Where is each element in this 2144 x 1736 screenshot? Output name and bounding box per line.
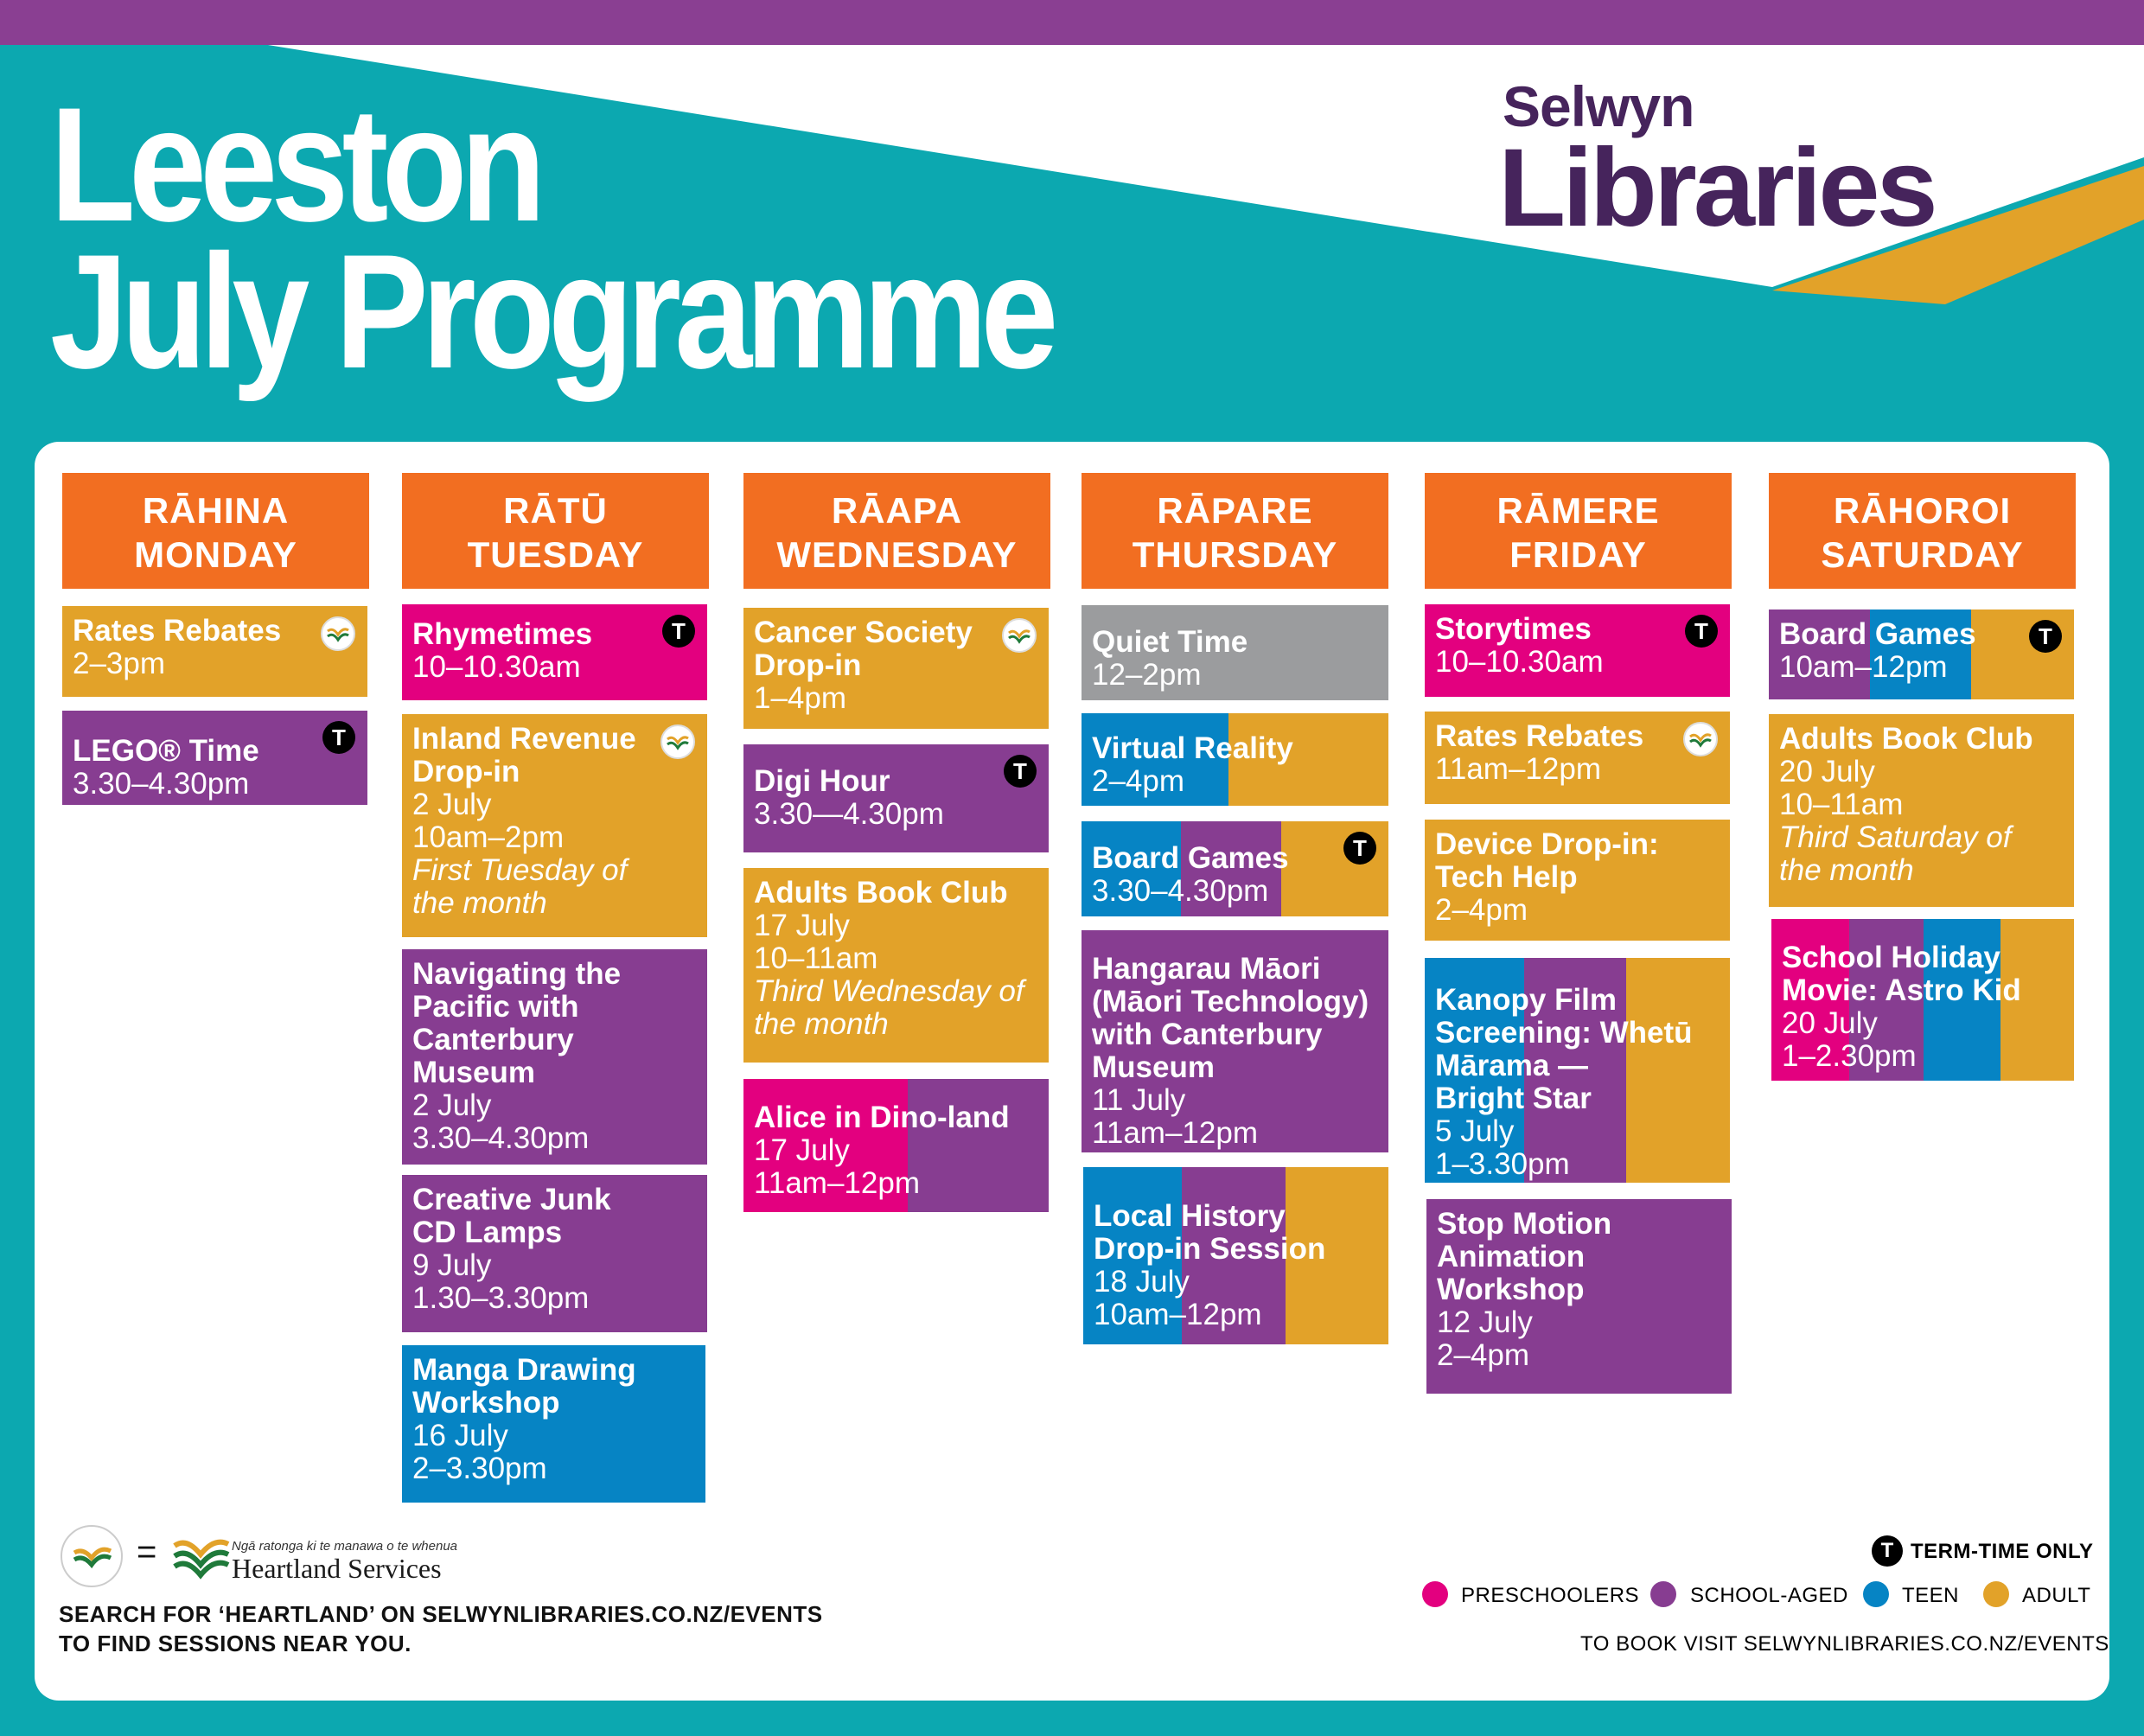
- event-note: Third Wednesday of: [754, 974, 1024, 1008]
- day-header-tuesday: [402, 473, 709, 589]
- day-column-friday: [1425, 473, 1732, 589]
- event-name: Drop-in Session: [1094, 1232, 1326, 1266]
- event-name: Stop Motion: [1437, 1207, 1612, 1241]
- event-time: 2–4pm: [1092, 764, 1185, 798]
- school-aged-dot-icon: [1650, 1581, 1676, 1607]
- event-name: Kanopy Film: [1435, 983, 1618, 1017]
- event-note: Third Saturday of: [1779, 820, 2012, 854]
- page-title: [50, 73, 1052, 402]
- event-time: 3.30–4.30pm: [73, 767, 250, 801]
- event-card[interactable]: [62, 711, 367, 805]
- heartland-tagline: Ngā ratonga ki te manawa o te whenua: [232, 1539, 457, 1554]
- day-header-wednesday: [743, 473, 1050, 589]
- event-date: 18 July: [1094, 1265, 1190, 1299]
- day-maori-name: RĀAPA: [831, 490, 963, 531]
- event-card[interactable]: [1082, 821, 1388, 916]
- event-name: Virtual Reality: [1092, 731, 1293, 765]
- legend-teen: TEEN: [1902, 1584, 1960, 1607]
- day-header-saturday: [1769, 473, 2076, 589]
- event-note: the month: [1779, 853, 1914, 887]
- legend-school-aged: SCHOOL-AGED: [1690, 1584, 1848, 1607]
- event-name: Drop-in: [754, 648, 862, 682]
- event-note: the month: [412, 886, 547, 920]
- event-name: Museum: [412, 1056, 535, 1089]
- event-date: 20 July: [1779, 755, 1875, 788]
- event-card[interactable]: [1083, 1167, 1388, 1344]
- day-maori-name: RĀTŪ: [503, 490, 608, 531]
- term-time-badge-icon: T: [1685, 615, 1718, 648]
- event-time: 11am–12pm: [1092, 1116, 1258, 1150]
- event-name: (Māori Technology): [1092, 985, 1369, 1018]
- day-english-name: TUESDAY: [467, 534, 644, 575]
- event-name: Drop-in: [412, 755, 520, 788]
- event-name: Alice in Dino-land: [754, 1101, 1010, 1134]
- event-name: Board Games: [1092, 841, 1289, 875]
- event-name: CD Lamps: [412, 1216, 563, 1249]
- heartland-badge-icon: [321, 616, 355, 651]
- title-line-2: July Programme: [50, 220, 1052, 402]
- day-header-thursday: [1082, 473, 1388, 589]
- event-date: 16 July: [412, 1419, 508, 1452]
- event-time: 11am–12pm: [1435, 752, 1601, 786]
- event-date: 20 July: [1782, 1006, 1878, 1040]
- event-time: 2–4pm: [1435, 893, 1528, 927]
- event-name: School Holiday: [1782, 941, 2000, 974]
- event-name: Local History: [1094, 1199, 1286, 1233]
- event-note: the month: [754, 1007, 889, 1041]
- preschoolers-dot-icon: [1422, 1581, 1448, 1607]
- event-name: Digi Hour: [754, 764, 890, 798]
- event-card[interactable]: [402, 949, 707, 1165]
- day-maori-name: RĀMERE: [1496, 490, 1660, 531]
- heartland-badge-icon: [1683, 722, 1718, 756]
- event-time: 10–11am: [1779, 788, 1904, 821]
- teen-dot-icon: [1863, 1581, 1889, 1607]
- event-name: Workshop: [1437, 1273, 1585, 1306]
- event-name: Storytimes: [1435, 612, 1592, 646]
- day-column-thursday: [1082, 473, 1388, 589]
- event-name: Workshop: [412, 1386, 560, 1420]
- event-note: First Tuesday of: [412, 853, 628, 887]
- event-name: Rates Rebates: [1435, 719, 1644, 753]
- event-name: Bright Star: [1435, 1082, 1592, 1115]
- day-english-name: FRIDAY: [1509, 534, 1647, 575]
- event-card[interactable]: [402, 1345, 705, 1503]
- heartland-icon: [61, 1525, 123, 1587]
- event-name: Animation: [1437, 1240, 1586, 1273]
- event-time: 2–3.30pm: [412, 1452, 547, 1485]
- event-name: Navigating the: [412, 957, 622, 991]
- term-time-badge-icon: T: [2029, 620, 2062, 653]
- day-maori-name: RĀPARE: [1157, 490, 1313, 531]
- event-date: 11 July: [1092, 1083, 1186, 1117]
- event-time: 2–3pm: [73, 647, 166, 680]
- event-card[interactable]: [402, 714, 707, 937]
- event-card[interactable]: [1769, 610, 2074, 699]
- day-header-monday: [62, 473, 369, 589]
- event-card[interactable]: [402, 1175, 707, 1332]
- event-date: 9 July: [412, 1248, 492, 1282]
- event-time: 3.30–4.30pm: [1092, 874, 1269, 908]
- event-time: 1–2.30pm: [1782, 1039, 1917, 1073]
- event-time: 3.30–4.30pm: [412, 1121, 590, 1155]
- event-time: 10am–2pm: [412, 820, 565, 854]
- day-column-tuesday: [402, 473, 709, 589]
- event-name: Adults Book Club: [754, 876, 1008, 909]
- event-card[interactable]: [1425, 958, 1730, 1183]
- event-name: Hangarau Māori: [1092, 952, 1321, 986]
- day-english-name: THURSDAY: [1132, 534, 1338, 575]
- legend-term-time: TERM-TIME ONLY: [1911, 1540, 2094, 1563]
- heartland-search-line-2: TO FIND SESSIONS NEAR YOU.: [59, 1631, 412, 1656]
- event-card[interactable]: [1426, 1199, 1732, 1394]
- event-card[interactable]: [743, 868, 1049, 1063]
- logo-line-1: Selwyn: [1503, 74, 1694, 138]
- event-name: Inland Revenue: [412, 722, 636, 756]
- event-time: 3.30—4.30pm: [754, 797, 944, 831]
- term-time-badge-icon: T: [1004, 755, 1037, 788]
- event-time: 11am–12pm: [754, 1166, 920, 1200]
- day-english-name: SATURDAY: [1821, 534, 2024, 575]
- event-name: Board Games: [1779, 617, 1976, 651]
- event-name: LEGO® Time: [73, 734, 259, 768]
- heartland-name: Heartland Services: [232, 1553, 442, 1584]
- title-line-1: Leeston: [50, 73, 539, 255]
- event-time: 1.30–3.30pm: [412, 1281, 590, 1315]
- day-english-name: MONDAY: [134, 534, 297, 575]
- event-time: 10am–12pm: [1094, 1298, 1262, 1331]
- heartland-badge-icon: [660, 724, 695, 759]
- term-time-badge-icon: T: [1343, 832, 1376, 865]
- day-header-friday: [1425, 473, 1732, 589]
- event-name: Cancer Society: [754, 616, 973, 649]
- event-card[interactable]: [62, 606, 367, 697]
- event-card[interactable]: [1425, 604, 1730, 697]
- event-name: Pacific with: [412, 990, 579, 1024]
- event-name: Device Drop-in:: [1435, 827, 1659, 861]
- event-date: 17 July: [754, 909, 850, 942]
- top-purple-bar: [0, 0, 2144, 45]
- event-name: Tech Help: [1435, 860, 1578, 894]
- event-time: 2–4pm: [1437, 1338, 1530, 1372]
- event-time: 1–4pm: [754, 681, 847, 715]
- event-time: 10–11am: [754, 941, 878, 975]
- event-time: 10–10.30am: [412, 650, 581, 684]
- event-time: 1–3.30pm: [1435, 1147, 1570, 1181]
- event-name: Museum: [1092, 1050, 1215, 1084]
- term-time-icon: T: [1872, 1535, 1903, 1567]
- day-maori-name: RĀHOROI: [1833, 490, 2012, 531]
- heartland-badge-icon: [1002, 618, 1037, 653]
- day-column-saturday: [1769, 473, 2076, 589]
- event-name: Rhymetimes: [412, 617, 593, 651]
- event-card[interactable]: [743, 1079, 1049, 1212]
- event-card[interactable]: [743, 744, 1049, 852]
- event-card[interactable]: [743, 608, 1049, 729]
- term-time-badge-icon: T: [662, 615, 695, 648]
- event-name: Movie: Astro Kid: [1782, 973, 2021, 1007]
- day-english-name: WEDNESDAY: [776, 534, 1018, 575]
- event-name: Screening: Whetū: [1435, 1016, 1693, 1050]
- event-name: Quiet Time: [1092, 625, 1248, 659]
- term-time-badge-icon: T: [322, 721, 355, 754]
- event-time: 12–2pm: [1092, 658, 1202, 692]
- event-name: Mārama —: [1435, 1049, 1589, 1082]
- day-maori-name: RĀHINA: [142, 490, 290, 531]
- event-name: Rates Rebates: [73, 614, 282, 648]
- event-date: 5 July: [1435, 1114, 1515, 1148]
- event-date: 12 July: [1437, 1305, 1533, 1339]
- logo-line-2: Libraries: [1498, 126, 1935, 250]
- event-name: Canterbury: [412, 1023, 574, 1056]
- event-card[interactable]: [1771, 919, 2074, 1081]
- heartland-logo-icon: [171, 1532, 232, 1580]
- event-card[interactable]: [1769, 714, 2074, 907]
- legend-adult: ADULT: [2022, 1584, 2091, 1607]
- event-name: Adults Book Club: [1779, 722, 2033, 756]
- event-date: 2 July: [412, 1088, 492, 1122]
- event-card[interactable]: [1082, 713, 1388, 806]
- day-column-wednesday: [743, 473, 1050, 589]
- day-column-monday: [62, 473, 369, 589]
- event-date: 17 July: [754, 1133, 850, 1167]
- heartland-search-line-1: SEARCH FOR ‘HEARTLAND’ ON SELWYNLIBRARIES.CO.NZ/EVENTS: [59, 1601, 823, 1627]
- event-card[interactable]: [1425, 712, 1730, 804]
- event-card[interactable]: [1425, 820, 1730, 941]
- event-card[interactable]: [1082, 605, 1388, 700]
- adult-dot-icon: [1983, 1581, 2009, 1607]
- selwyn-libraries-logo: [1498, 74, 1935, 250]
- event-card[interactable]: [402, 604, 707, 700]
- legend-preschoolers: PRESCHOOLERS: [1461, 1584, 1640, 1607]
- equals-sign: =: [137, 1533, 157, 1571]
- event-time: 10am–12pm: [1779, 650, 1948, 684]
- event-date: 2 July: [412, 788, 492, 821]
- event-name: with Canterbury: [1092, 1018, 1323, 1051]
- event-name: Manga Drawing: [412, 1353, 636, 1387]
- event-name: Creative Junk: [412, 1183, 611, 1216]
- event-time: 10–10.30am: [1435, 645, 1604, 679]
- event-card[interactable]: [1082, 930, 1388, 1152]
- booking-info-link[interactable]: TO BOOK VISIT SELWYNLIBRARIES.CO.NZ/EVENTS: [1580, 1632, 2109, 1656]
